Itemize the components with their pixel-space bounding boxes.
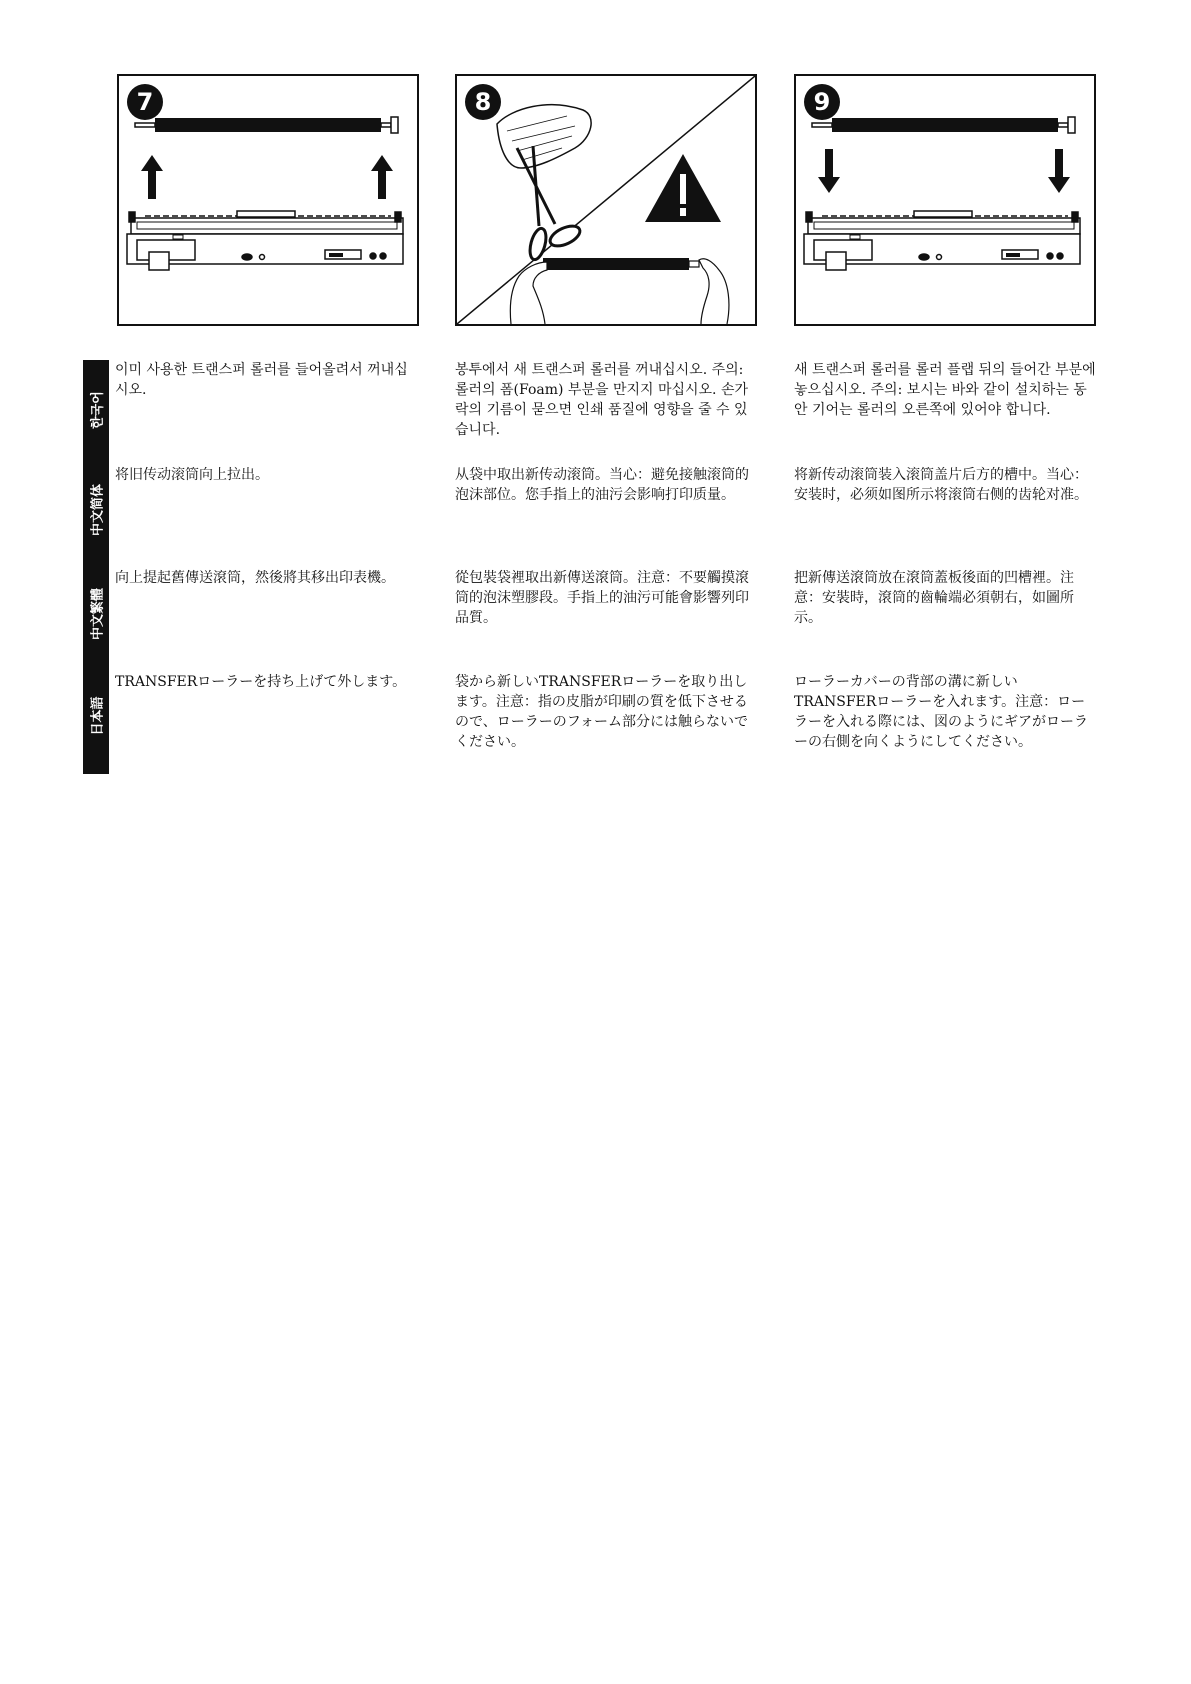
step-number-badge: 7 <box>127 84 163 120</box>
step-9-illustration <box>794 74 1096 326</box>
instruction-text-ko-step8: 봉투에서 새 트랜스퍼 롤러를 꺼내십시오. 주의: 롤러의 폼(Foam) 부분을 만지지 마십시오. 손가락의 기름이 묻으면 인쇄 품질에 영향을 줄 수 있습니다. <box>455 362 749 438</box>
down-arrow-icon <box>1048 149 1070 193</box>
language-label-ja: 日本語 <box>90 696 106 736</box>
transfer-roller-icon <box>812 117 1075 133</box>
step-8-illustration <box>455 74 757 326</box>
step-number-badge: 9 <box>804 84 840 120</box>
printer-icon <box>804 211 1080 270</box>
bag-icon <box>497 105 591 168</box>
up-arrow-icon <box>141 155 163 199</box>
step-number-badge: 8 <box>465 84 501 120</box>
language-label-ko: 한국어 <box>90 391 106 429</box>
step-7-illustration <box>117 74 419 326</box>
warning-icon <box>645 154 721 222</box>
language-sidebar <box>83 360 109 774</box>
instruction-text-ko-step7: 이미 사용한 트랜스퍼 롤러를 들어올려서 꺼내십시오. <box>115 362 408 398</box>
instruction-text-zh-hant-step7: 向上提起舊傳送滾筒，然後將其移出印表機。 <box>115 570 395 586</box>
instruction-text-zh-hans-step8: 从袋中取出新传动滚筒。当心：避免接触滚筒的泡沫部位。您手指上的油污会影响打印质量。 <box>455 467 749 503</box>
instruction-text-ja-step7: TRANSFERローラーを持ち上げて外します。 <box>115 674 407 690</box>
transfer-roller-icon <box>543 258 699 270</box>
instruction-text-zh-hans-step9: 将新传动滚筒装入滚筒盖片后方的槽中。当心：安装时，必须如图所示将滚筒右侧的齿轮对准。 <box>794 467 1088 503</box>
language-label-zh-hans: 中文简体 <box>90 483 106 537</box>
instruction-text-zh-hant-step8: 從包裝袋裡取出新傳送滾筒。注意：不要觸摸滾筒的泡沫塑膠段。手指上的油污可能會影響列印品質。 <box>455 570 749 626</box>
language-label-zh-hant: 中文繁體 <box>90 587 106 641</box>
instruction-text-ja-step8: 袋から新しいTRANSFERローラーを取り出します。注意：指の皮脂が印刷の質を低下させるので、ローラーのフォーム部分には触らないでください。 <box>455 674 749 750</box>
down-arrow-icon <box>818 149 840 193</box>
left-hand-icon <box>510 262 547 324</box>
instruction-text-ko-step9: 새 트랜스퍼 롤러를 롤러 플랩 뒤의 들어간 부분에 놓으십시오. 주의: 보시는 바와 같이 설치하는 동안 기어는 롤러의 오른쪽에 있어야 합니다. <box>794 362 1096 418</box>
up-arrow-icon <box>371 155 393 199</box>
transfer-roller-icon <box>135 117 398 133</box>
instruction-text-ja-step9: ローラーカバーの背部の溝に新しいTRANSFERローラーを入れます。注意：ローラーを入れる際には、図のようにギアがローラーの右側を向くようにしてください。 <box>794 674 1088 750</box>
instruction-text-zh-hant-step9: 把新傳送滾筒放在滾筒蓋板後面的凹槽裡。注意：安裝時，滾筒的齒輪端必須朝右，如圖所示。 <box>794 570 1074 626</box>
printer-icon <box>127 211 403 270</box>
instruction-text-zh-hans-step7: 将旧传动滚筒向上拉出。 <box>115 467 269 483</box>
right-hand-icon <box>699 259 729 324</box>
